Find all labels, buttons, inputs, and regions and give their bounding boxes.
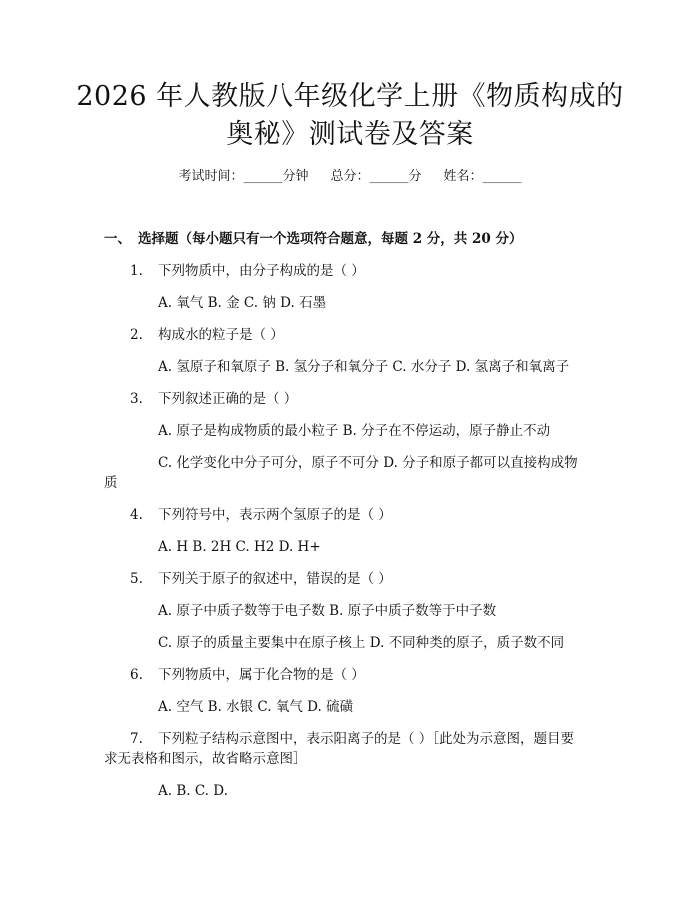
- question-text: 下列粒子结构示意图中，表示阳离子的是（ ）［此处为示意图，题目要: [158, 731, 575, 747]
- question-5: [130, 570, 392, 588]
- question-text: 下列物质中，属于化合物的是（ ）: [158, 667, 365, 683]
- question-1-options: A. 氧气 B. 金 C. 钠 D. 石墨: [158, 295, 327, 311]
- question-text: 下列符号中，表示两个氢原子的是（ ）: [158, 507, 392, 523]
- question-text: 下列叙述正确的是（ ）: [158, 391, 298, 407]
- question-text: 下列物质中，由分子构成的是（ ）: [158, 263, 365, 279]
- section-heading: [104, 230, 522, 248]
- question-3-options-cd: C. 化学变化中分子可分，原子不可分 D. 分子和原子都可以直接构成物: [158, 455, 578, 471]
- student-name: 姓名：______: [443, 169, 522, 184]
- question-number: 5.: [130, 571, 143, 587]
- question-1: [130, 262, 365, 280]
- exam-time: 考试时间：______分钟: [178, 169, 309, 184]
- page-title: [60, 78, 640, 154]
- question-4-options: A. H B. 2H C. H2 D. H+: [158, 539, 321, 555]
- question-7-options: A. B. C. D.: [158, 783, 228, 799]
- question-number: 2.: [130, 327, 143, 343]
- question-text: 下列关于原子的叙述中，错误的是（ ）: [158, 571, 392, 587]
- question-number: 4.: [130, 507, 143, 523]
- question-2: [130, 326, 284, 344]
- question-3-options-ab: A. 原子是构成物质的最小粒子 B. 分子在不停运动，原子静止不动: [158, 423, 551, 439]
- title-line-2: 奥秘》测试卷及答案: [226, 119, 474, 150]
- question-3: [130, 390, 297, 408]
- question-number: 3.: [130, 391, 143, 407]
- exam-meta: [0, 168, 700, 186]
- title-line-1: 2026 年人教版八年级化学上册《物质构成的: [76, 81, 624, 112]
- question-7-text-wrap: 求无表格和图示，故省略示意图］: [104, 751, 307, 767]
- question-number: 7.: [130, 731, 143, 747]
- question-3-options-wrap: 质: [104, 475, 118, 491]
- question-6-options: A. 空气 B. 水银 C. 氧气 D. 硫磺: [158, 699, 354, 715]
- section-title: 选择题（每小题只有一个选项符合题意，每题 2 分，共 20 分）: [138, 231, 523, 247]
- exam-score: 总分：______分: [330, 169, 422, 184]
- question-number: 1.: [130, 263, 143, 279]
- question-4: [130, 506, 392, 524]
- question-2-options: A. 氢原子和氧原子 B. 氢分子和氧分子 C. 水分子 D. 氢离子和氧离子: [158, 359, 570, 375]
- question-text: 构成水的粒子是（ ）: [158, 327, 284, 343]
- question-5-options-cd: C. 原子的质量主要集中在原子核上 D. 不同种类的原子，质子数不同: [158, 635, 565, 651]
- question-6: [130, 666, 365, 684]
- question-5-options-ab: A. 原子中质子数等于电子数 B. 原子中质子数等于中子数: [158, 603, 497, 619]
- question-number: 6.: [130, 667, 143, 683]
- section-number: 一、: [104, 231, 131, 247]
- question-7: [130, 730, 574, 748]
